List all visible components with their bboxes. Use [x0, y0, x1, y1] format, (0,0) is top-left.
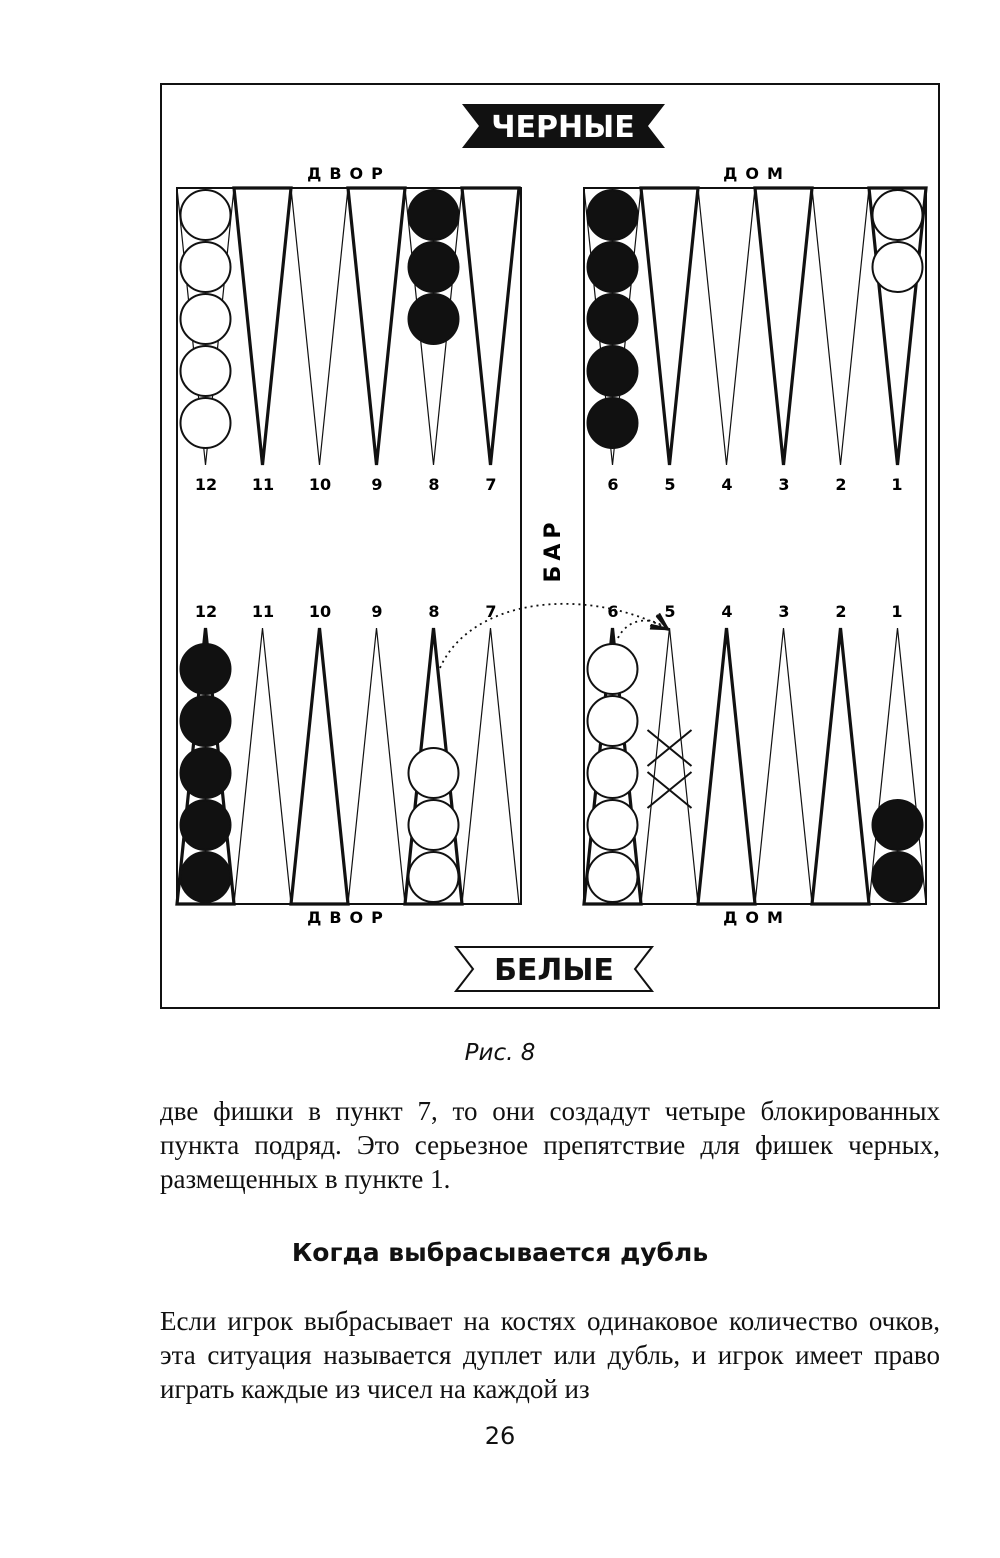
black-checker-point-6-top	[588, 294, 638, 344]
point-number-1-bottom: 1	[891, 602, 903, 621]
black-checker-point-6-top	[588, 346, 638, 396]
point-number-4-top: 4	[721, 475, 733, 494]
point-number-6-bottom: 6	[607, 602, 619, 621]
white-checker-point-6-bottom	[588, 644, 638, 694]
black-checker-point-12-bottom	[181, 748, 231, 798]
black-checker-point-6-top	[588, 190, 638, 240]
point-number-12-bottom: 12	[194, 602, 218, 621]
point-number-10-bottom: 10	[308, 602, 332, 621]
point-number-1-top: 1	[891, 475, 903, 494]
black-checker-point-12-bottom	[181, 852, 231, 902]
white-checker-point-12-top	[181, 242, 231, 292]
white-checker-point-12-top	[181, 190, 231, 240]
black-player-label: ЧЕРНЫЕ	[491, 110, 635, 145]
yard-bottom-label: ДВОР	[307, 908, 391, 927]
figure-caption: Рис. 8	[464, 1040, 536, 1066]
point-number-4-bottom: 4	[721, 602, 733, 621]
white-checker-point-6-bottom	[588, 800, 638, 850]
home-bottom-label: ДОМ	[723, 908, 791, 927]
black-checker-point-12-bottom	[181, 644, 231, 694]
section-heading: Когда выбрасывается дубль	[291, 1238, 709, 1267]
bar-label: БАР	[541, 517, 566, 583]
black-checker-point-12-bottom	[181, 800, 231, 850]
white-checker-point-12-top	[181, 294, 231, 344]
point-number-8-bottom: 8	[428, 602, 440, 621]
point-number-5-bottom: 5	[664, 602, 676, 621]
white-checker-point-1-top	[873, 190, 923, 240]
point-number-7-bottom: 7	[485, 602, 497, 621]
white-checker-point-8-bottom	[409, 748, 459, 798]
paragraph-doubles: Если игрок выбрасывает на костях одинаковое количество очков, эта ситуация называется дуплет или дубль, и игрок имеет право играть каждые из чисел на каждой из	[160, 1306, 940, 1404]
black-checker-point-8-top	[409, 190, 459, 240]
white-checker-point-8-bottom	[409, 852, 459, 902]
white-player-label: БЕЛЫЕ	[494, 953, 614, 988]
point-number-9-bottom: 9	[371, 602, 383, 621]
yard-top-label: ДВОР	[307, 164, 391, 183]
paragraph-continued: две фишки в пункт 7, то они создадут четыре блокированных пункта подряд. Это серьезное препятствие для фишек черных, размещенных в пункте 1.	[160, 1096, 940, 1194]
white-checker-point-12-top	[181, 346, 231, 396]
black-checker-point-6-top	[588, 242, 638, 292]
point-number-9-top: 9	[371, 475, 383, 494]
page-number: 26	[484, 1422, 516, 1450]
black-checker-point-6-top	[588, 398, 638, 448]
point-number-2-bottom: 2	[835, 602, 847, 621]
black-checker-point-1-bottom	[873, 800, 923, 850]
white-checker-point-6-bottom	[588, 852, 638, 902]
point-number-3-bottom: 3	[778, 602, 790, 621]
point-number-12-top: 12	[194, 475, 218, 494]
white-checker-point-6-bottom	[588, 696, 638, 746]
black-checker-point-12-bottom	[181, 696, 231, 746]
point-number-5-top: 5	[664, 475, 676, 494]
white-checker-point-12-top	[181, 398, 231, 448]
black-checker-point-1-bottom	[873, 852, 923, 902]
white-checker-point-6-bottom	[588, 748, 638, 798]
point-number-11-bottom: 11	[251, 602, 275, 621]
point-number-7-top: 7	[485, 475, 497, 494]
home-top-label: ДОМ	[723, 164, 791, 183]
point-number-11-top: 11	[251, 475, 275, 494]
black-checker-point-8-top	[409, 242, 459, 292]
point-number-10-top: 10	[308, 475, 332, 494]
point-number-8-top: 8	[428, 475, 440, 494]
point-number-2-top: 2	[835, 475, 847, 494]
point-number-3-top: 3	[778, 475, 790, 494]
white-checker-point-1-top	[873, 242, 923, 292]
black-checker-point-8-top	[409, 294, 459, 344]
white-checker-point-8-bottom	[409, 800, 459, 850]
point-number-6-top: 6	[607, 475, 619, 494]
